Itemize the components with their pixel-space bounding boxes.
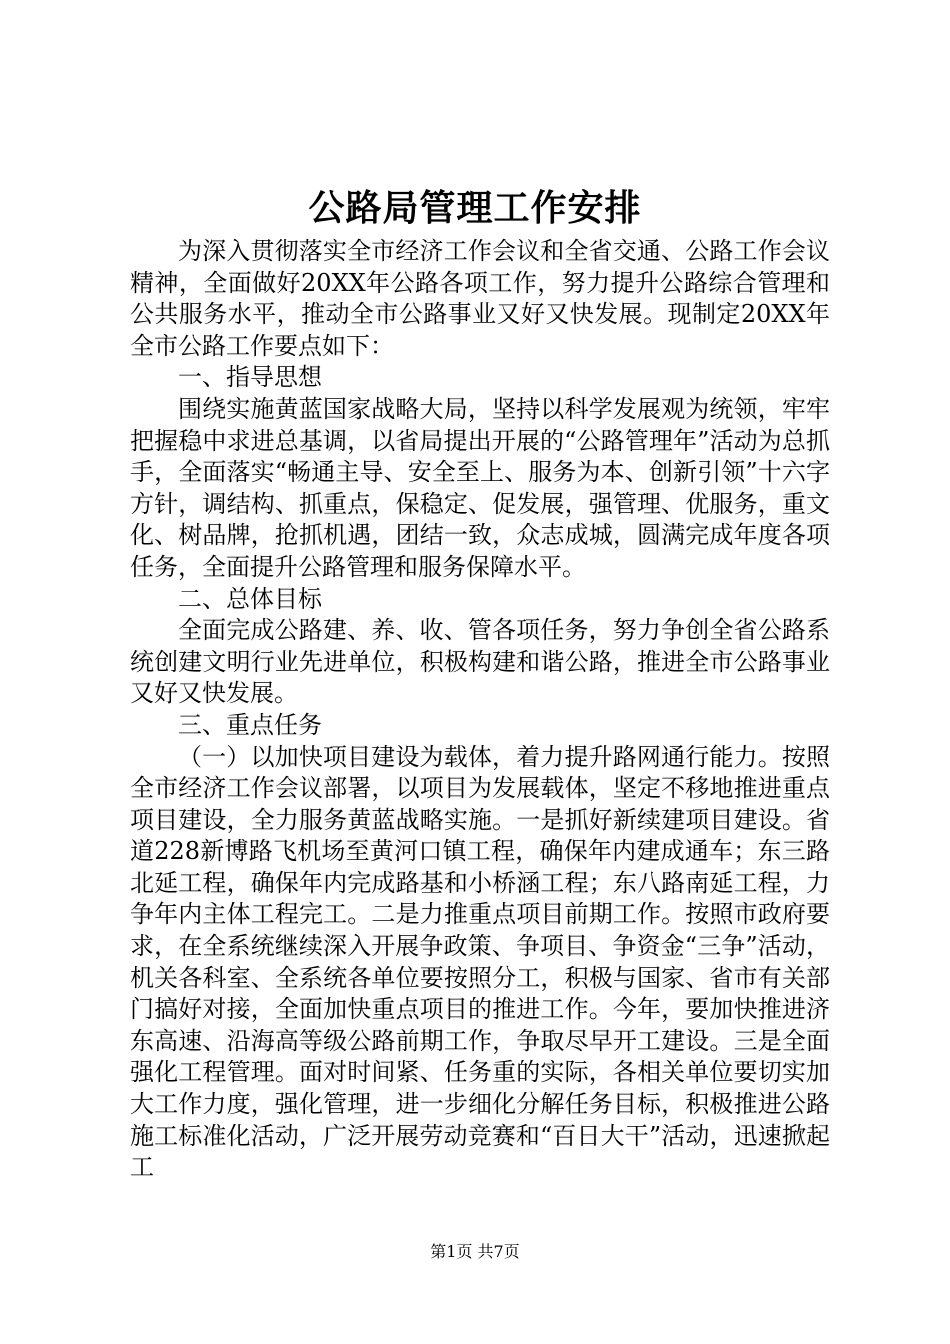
guiding-thought-paragraph: 围绕实施黄蓝国家战略大局，坚持以科学发展观为统领，牢牢把握稳中求进总基调，以省局提出开展的“公路管理年”活动为总抓手，全面落实“畅通主导、安全至上、服务为本、创新引领”十六字方针，调结构、抓重点，保稳定、促发展，强管理、优服务，重文化、树品牌，抢抓机遇，团结一致，众志成城，圆满完成年度各项任务，全面提升公路管理和服务保障水平。 xyxy=(130,394,830,581)
section-heading-key-tasks: 三、重点任务 xyxy=(178,710,322,739)
intro-paragraph: 为深入贯彻落实全市经济工作会议和全省交通、公路工作会议精神，全面做好20XX年公路各项工作，努力提升公路综合管理和公共服务水平，推动全市公路事业又好又快发展。现制定20XX年全市公路工作要点如下： xyxy=(130,237,830,360)
overall-goal-paragraph: 全面完成公路建、养、收、管各项任务，努力争创全省公路系统创建文明行业先进单位，积极构建和谐公路，推进全市公路事业又好又快发展。 xyxy=(130,616,830,708)
section-heading-overall-goal: 二、总体目标 xyxy=(178,584,322,613)
key-tasks-paragraph: （一）以加快项目建设为载体，着力提升路网通行能力。按照全市经济工作会议部署，以项目为发展载体，坚定不移地推进重点项目建设，全力服务黄蓝战略实施。一是抓好新续建项目建设。省道228新博路飞机场至黄河口镇工程，确保年内建成通车；东三路北延工程，确保年内完成路基和小桥涵工程；东八路南延工程，力争年内主体工程完工。二是力推重点项目前期工作。按照市政府要求，在全系统继续深入开展争政策、争项目、争资金“三争”活动，机关各科室、全系统各单位要按照分工，积极与国家、省市有关部门搞好对接，全面加快重点项目的推进工作。今年，要加快推进济东高速、沿海高等级公路前期工作，争取尽早开工建设。三是全面强化工程管理。面对时间紧、任务重的实际，各相关单位要切实加大工作力度，强化管理，进一步细化分解任务目标，积极推进公路施工标准化活动，广泛开展劳动竞赛和“百日大干”活动，迅速掀起工 xyxy=(130,742,830,1182)
section-heading-guiding-thought: 一、指导思想 xyxy=(178,363,322,392)
page-number-footer: 第1页 共7页 xyxy=(430,1242,520,1261)
document-title: 公路局管理工作安排 xyxy=(308,187,642,229)
document-body xyxy=(130,236,830,1184)
